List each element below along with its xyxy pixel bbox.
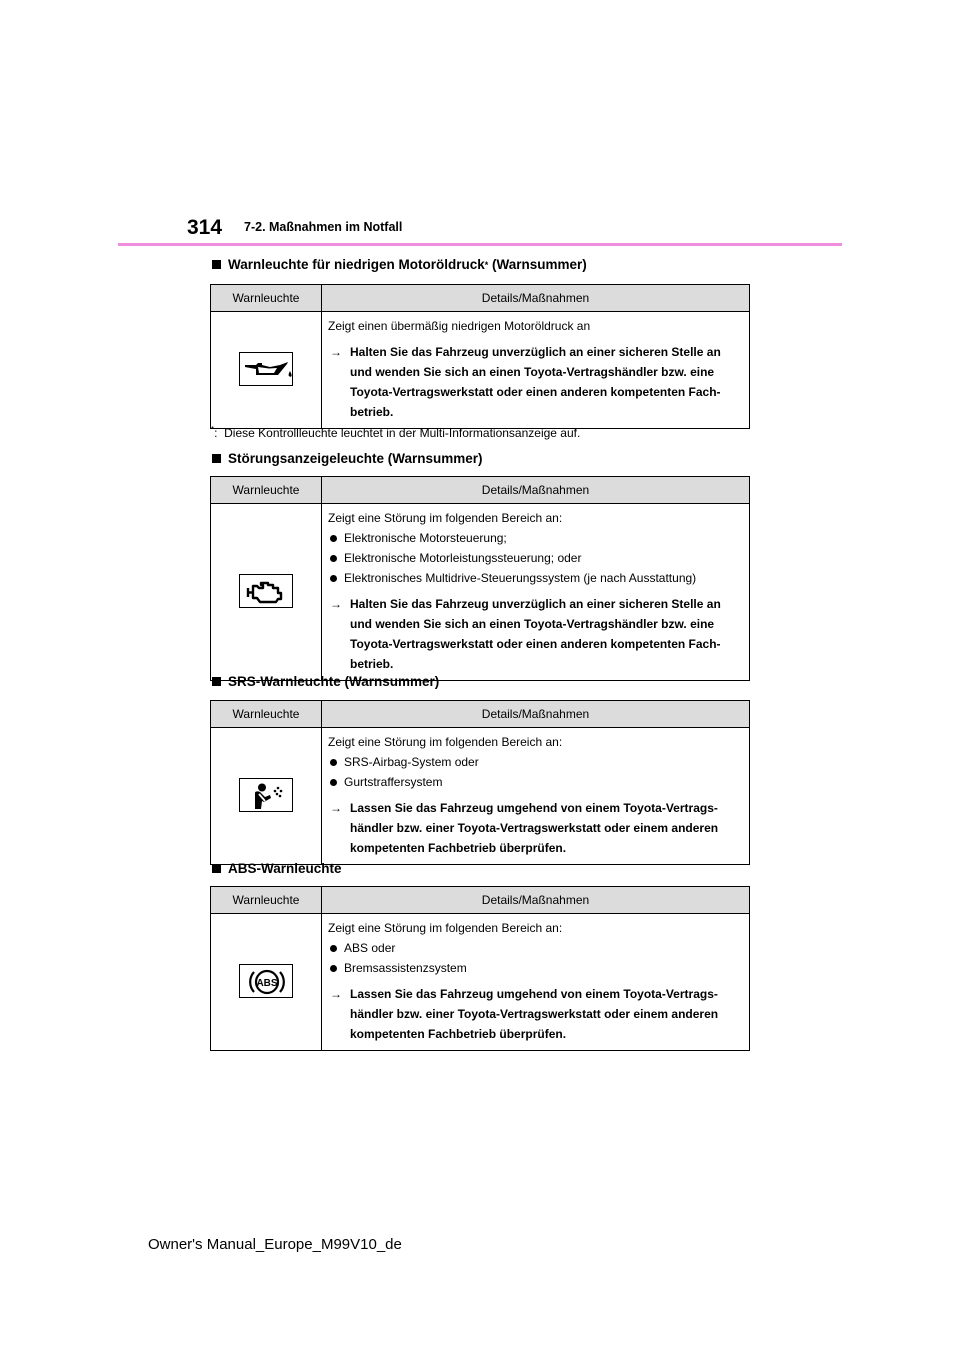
list-item-text: Elektronische Motorsteuerung; bbox=[344, 531, 507, 545]
list-item bbox=[328, 548, 741, 568]
list-item-text: ABS oder bbox=[344, 941, 396, 955]
arrow-icon: → bbox=[330, 345, 342, 359]
arrow-icon: → bbox=[330, 801, 342, 815]
table-header-details: Details/Maßnahmen bbox=[322, 701, 750, 728]
details-lead: Zeigt eine Störung im folgenden Bereich an: bbox=[328, 511, 563, 525]
warning-table-malfunction bbox=[210, 476, 750, 681]
warning-table-oil-pressure bbox=[210, 284, 750, 429]
section-title-oil-pressure bbox=[212, 257, 587, 272]
action-text: Lassen Sie das Fahrzeug umgehend von einem Toyota-Vertrags-händler bzw. einer Toyota-Vertragswerkstatt oder einem anderen kompetenten Fachbetrieb überprüfen. bbox=[350, 801, 719, 855]
list-item-text: Elektronische Motorleistungssteuerung; oder bbox=[344, 551, 582, 565]
bullet-dot-icon bbox=[328, 752, 344, 772]
bullet-dot-icon bbox=[328, 958, 344, 978]
section-bullet-square bbox=[212, 260, 221, 269]
warning-table-srs bbox=[210, 700, 750, 865]
abs-icon bbox=[239, 964, 293, 998]
section-title-text: SRS-Warnleuchte (Warnsummer) bbox=[228, 674, 440, 689]
section-title-srs bbox=[212, 674, 439, 689]
arrow-icon: → bbox=[330, 987, 342, 1001]
bullet-dot-icon bbox=[328, 528, 344, 548]
action-instruction bbox=[328, 594, 741, 674]
footer-document-id: Owner's Manual_Europe_M99V10_de bbox=[148, 1236, 402, 1253]
footnote-text: : Diese Kontrollleuchte leuchtet in der Multi-Informationsanzeige auf. bbox=[214, 426, 581, 440]
chapter-title: 7-2. Maßnahmen im Notfall bbox=[244, 220, 403, 234]
list-item-text: Gurtstraffersystem bbox=[344, 775, 443, 789]
title-footnote-marker: * bbox=[484, 259, 489, 270]
warning-table-abs bbox=[210, 886, 750, 1051]
list-item bbox=[328, 938, 741, 958]
footnote-marker: * bbox=[211, 425, 215, 434]
list-item bbox=[328, 752, 741, 772]
list-item-text: Bremsassistenzsystem bbox=[344, 961, 467, 975]
section-title-text: Warnleuchte für niedrigen Motoröldruck bbox=[228, 257, 485, 272]
action-instruction bbox=[328, 342, 741, 422]
details-lead: Zeigt eine Störung im folgenden Bereich an: bbox=[328, 735, 563, 749]
list-item-text: Elektronisches Multidrive-Steuerungssystem (je nach Ausstattung) bbox=[344, 571, 697, 585]
section-bullet-square bbox=[212, 864, 221, 873]
bullet-dot-icon bbox=[328, 772, 344, 792]
arrow-icon: → bbox=[330, 597, 342, 611]
details-lead: Zeigt einen übermäßig niedrigen Motoröldruck an bbox=[328, 319, 591, 333]
list-item bbox=[328, 528, 741, 548]
bullet-dot-icon bbox=[328, 548, 344, 568]
action-instruction bbox=[328, 798, 741, 858]
table-header-details: Details/Maßnahmen bbox=[322, 477, 750, 504]
abs-icon-label: ABS bbox=[256, 977, 278, 989]
list-item bbox=[328, 568, 741, 588]
action-text: Halten Sie das Fahrzeug unverzüglich an einer sicheren Stelle an und wenden Sie sich an einen Toyota-Vertragshändler bzw. eine Toyota-Vertragswerkstatt oder einen anderen kompetenten Fach-betrieb. bbox=[350, 345, 721, 419]
section-bullet-square bbox=[212, 677, 221, 686]
page-number: 314 bbox=[187, 216, 223, 239]
list-item bbox=[328, 958, 741, 978]
list-item bbox=[328, 772, 741, 792]
table-header-warnleuchte: Warnleuchte bbox=[211, 887, 322, 914]
section-title-malfunction bbox=[212, 451, 483, 466]
table-header-warnleuchte: Warnleuchte bbox=[211, 477, 322, 504]
table-header-details: Details/Maßnahmen bbox=[322, 285, 750, 312]
srs-airbag-icon bbox=[239, 778, 293, 812]
section-title-abs bbox=[212, 861, 342, 876]
section-title-suffix: (Warnsummer) bbox=[488, 257, 587, 272]
header-rule bbox=[118, 243, 842, 246]
action-instruction bbox=[328, 984, 741, 1044]
footnote bbox=[211, 425, 580, 440]
action-text: Halten Sie das Fahrzeug unverzüglich an einer sicheren Stelle an und wenden Sie sich an einen Toyota-Vertragshändler bzw. eine Toyota-Vertragswerkstatt oder einen anderen kompetenten Fach-betrieb. bbox=[350, 597, 721, 671]
bullet-dot-icon bbox=[328, 568, 344, 588]
oil-pressure-icon bbox=[239, 352, 293, 386]
check-engine-icon bbox=[239, 574, 293, 608]
action-text: Lassen Sie das Fahrzeug umgehend von einem Toyota-Vertrags-händler bzw. einer Toyota-Vertragswerkstatt oder einem anderen kompetenten Fachbetrieb überprüfen. bbox=[350, 987, 719, 1041]
table-header-warnleuchte: Warnleuchte bbox=[211, 285, 322, 312]
table-header-details: Details/Maßnahmen bbox=[322, 887, 750, 914]
section-title-text: Störungsanzeigeleuchte (Warnsummer) bbox=[228, 451, 483, 466]
table-header-warnleuchte: Warnleuchte bbox=[211, 701, 322, 728]
list-item-text: SRS-Airbag-System oder bbox=[344, 755, 479, 769]
section-bullet-square bbox=[212, 454, 221, 463]
bullet-dot-icon bbox=[328, 938, 344, 958]
details-lead: Zeigt eine Störung im folgenden Bereich an: bbox=[328, 921, 563, 935]
section-title-text: ABS-Warnleuchte bbox=[228, 861, 342, 876]
